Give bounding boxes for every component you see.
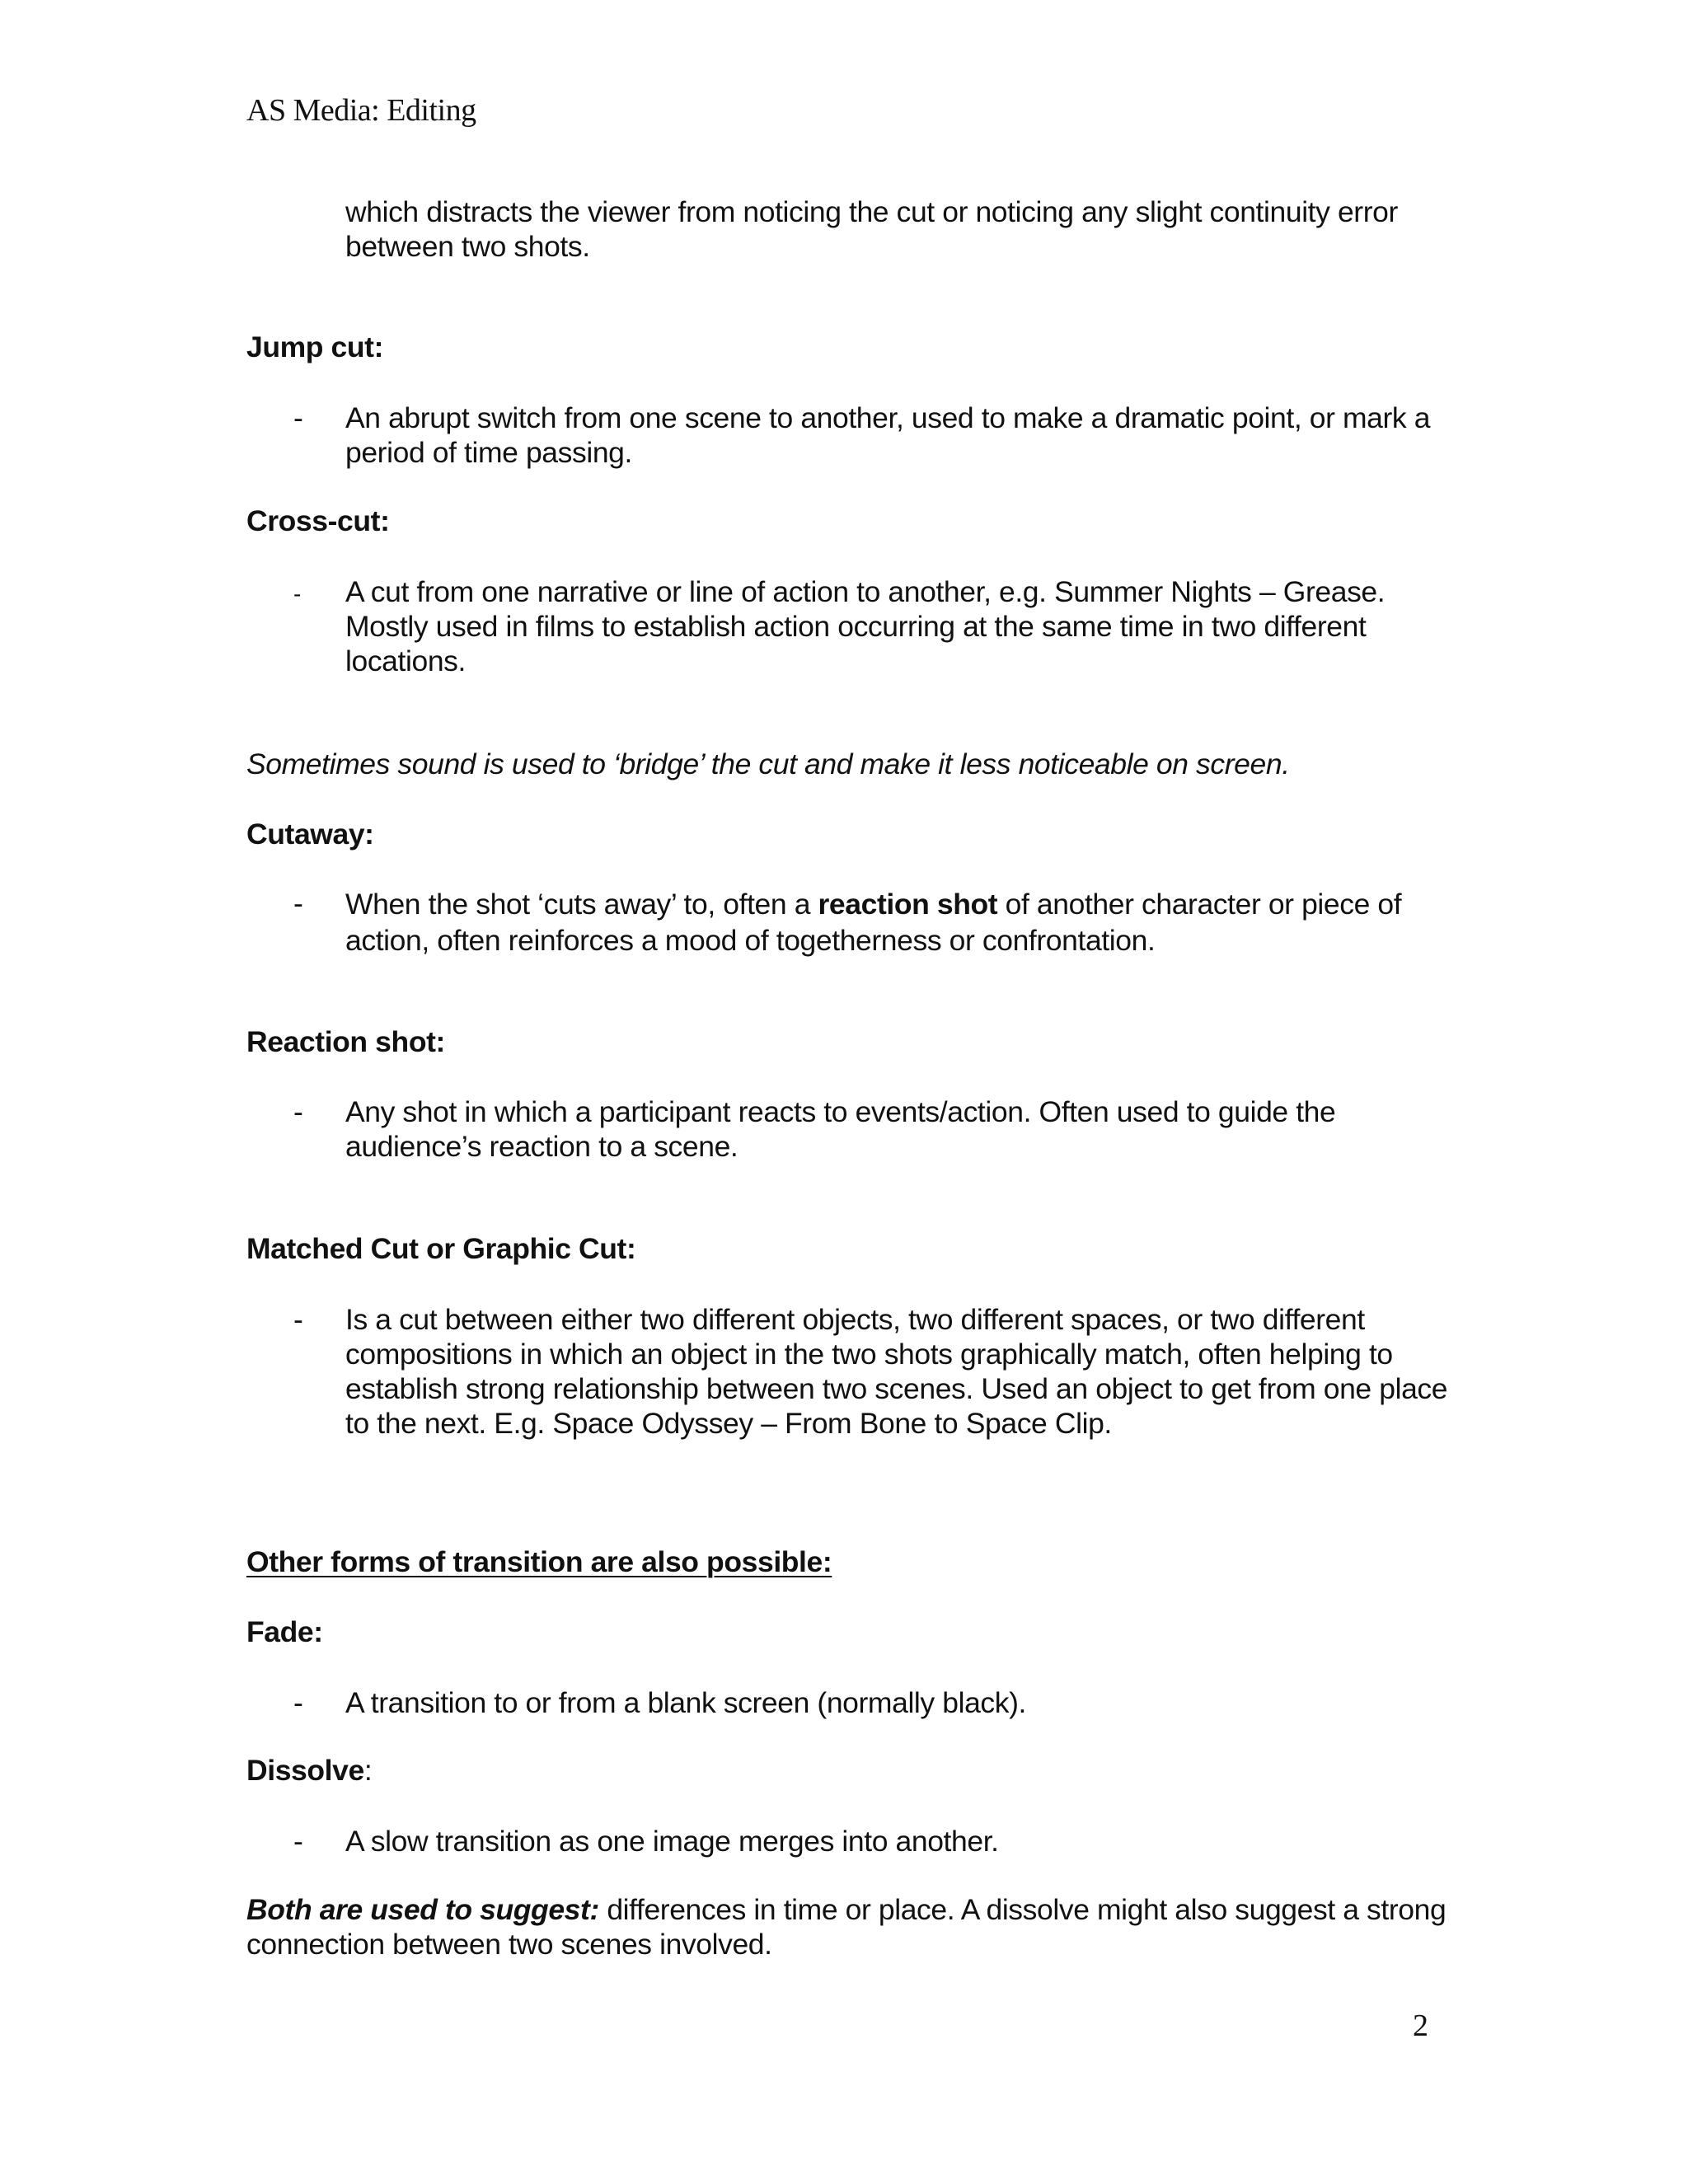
cross-cut-bullet: -: [293, 581, 301, 607]
cutaway-bullet: -: [293, 887, 303, 920]
sound-bridge-note: Sometimes sound is used to ‘bridge’ the cut and make it less noticeable on screen.: [246, 748, 1290, 780]
intro-paragraph: which distracts the viewer from noticing the cut or noticing any slight continuity error between two shots.: [345, 195, 1398, 263]
reaction-shot-text: Any shot in which a participant reacts to events/action. Often used to guide the audience’s reaction to a scene.: [345, 1095, 1336, 1163]
matched-cut-text: Is a cut between either two different objects, two different spaces, or two different compositions in which an object in the two shots graphically match, often helping to establish strong relationship between two scenes. Used an object to get from one place to the next. E.g. Space Odyssey – From Bone to Space Clip.: [345, 1303, 1448, 1440]
cutaway-text-after: of another character or piece of action, often reinforces a mood of togetherness or confrontation.: [345, 888, 1402, 957]
both-summary-paragraph: [246, 1892, 1450, 1961]
page-header-title: AS Media: Editing: [246, 93, 476, 128]
fade-text: A transition to or from a blank screen (normally black).: [345, 1686, 1026, 1719]
cutaway-text: [345, 886, 1450, 958]
fade-bullet: -: [293, 1686, 303, 1719]
dissolve-heading: [246, 1753, 372, 1788]
cross-cut-heading: Cross-cut:: [246, 504, 390, 537]
cutaway-text-before: When the shot ‘cuts away’ to, often a: [345, 888, 818, 921]
other-transitions-heading: Other forms of transition are also possible:: [246, 1545, 832, 1578]
dissolve-bullet: -: [293, 1825, 303, 1858]
cross-cut-text: A cut from one narrative or line of action to another, e.g. Summer Nights – Grease. Mostly used in films to establish action occurring at the same time in two different locations.: [345, 575, 1386, 677]
reaction-shot-heading: Reaction shot:: [246, 1025, 445, 1058]
jump-cut-heading: Jump cut:: [246, 330, 384, 363]
both-summary-lead: Both are used to suggest:: [246, 1893, 599, 1926]
cutaway-heading: Cutaway:: [246, 818, 374, 851]
page-number: 2: [1413, 2008, 1428, 2043]
jump-cut-text: An abrupt switch from one scene to another, used to make a dramatic point, or mark a period of time passing.: [345, 401, 1431, 469]
dissolve-heading-label: Dissolve: [246, 1754, 364, 1787]
jump-cut-bullet: -: [293, 401, 303, 434]
dissolve-heading-colon: :: [363, 1754, 373, 1787]
fade-heading: Fade:: [246, 1615, 323, 1648]
reaction-shot-term: reaction shot: [818, 888, 998, 921]
matched-cut-heading: Matched Cut or Graphic Cut:: [246, 1232, 636, 1265]
dissolve-text: A slow transition as one image merges into another.: [345, 1825, 999, 1858]
both-summary-text: differences in time or place. A dissolve might also suggest a strong connection between two scenes involved.: [246, 1893, 1447, 1961]
reaction-shot-bullet: -: [293, 1095, 303, 1128]
matched-cut-bullet: -: [293, 1303, 303, 1336]
